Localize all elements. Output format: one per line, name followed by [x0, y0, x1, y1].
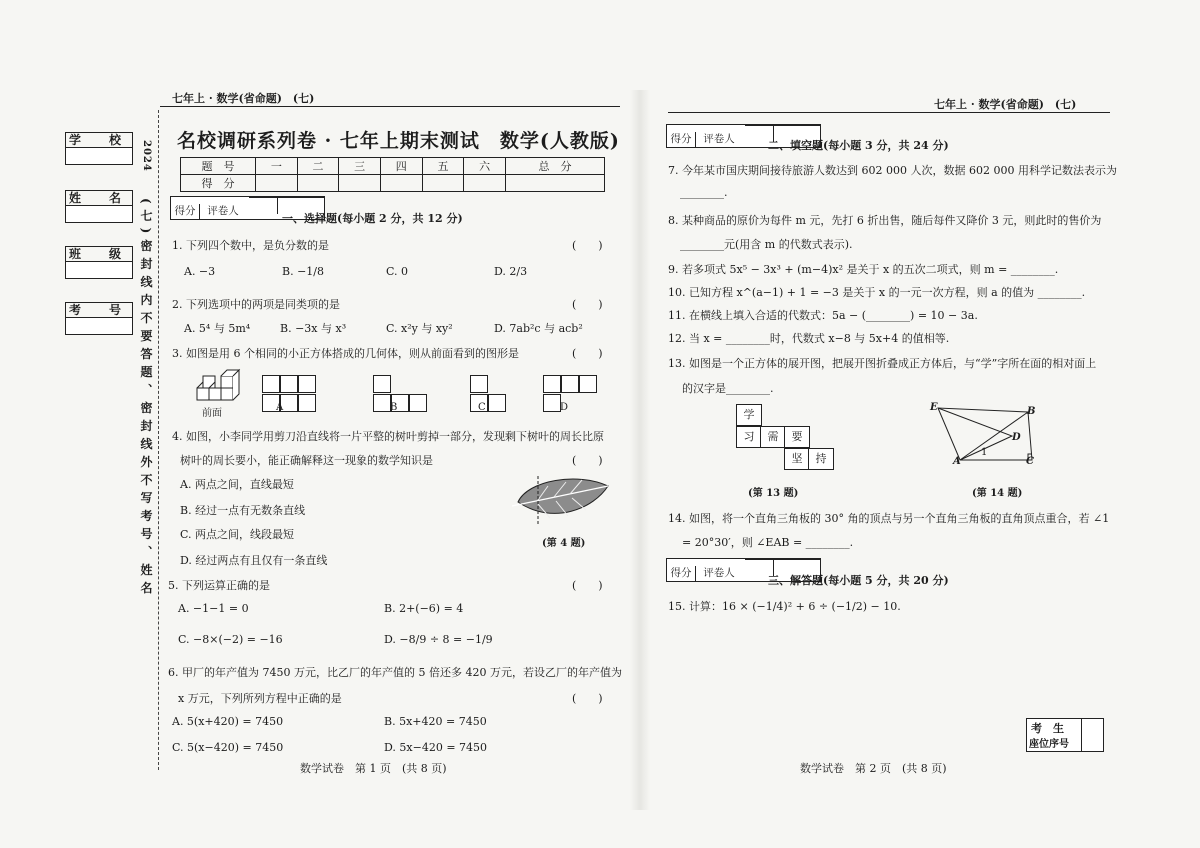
q15: 15. 计算：16 × (−1/4)² + 6 ÷ (−1/2) − 10. — [668, 600, 901, 613]
q13-line1: 13. 如图是一个正方体的展开图，把展开图折叠成正方体后，与“学”字所在面的相对面上 — [668, 357, 1097, 370]
q6-stem-line1: 6. 甲厂的年产值为 7450 万元，比乙厂的年产值的 5 倍还多 420 万元，若设乙厂的年产值为 — [168, 666, 622, 679]
answer-paren[interactable]: ( ) — [572, 454, 603, 467]
school-field[interactable]: 学 校 — [65, 132, 133, 162]
q13-caption: (第 13 题) — [748, 488, 799, 499]
q14-caption: (第 14 题) — [972, 488, 1023, 499]
answer-paren[interactable]: ( ) — [572, 579, 603, 592]
q3-option-c-figure — [470, 375, 506, 413]
point-a: A — [953, 456, 961, 467]
seal-line-note: (七)密封线内不要答题、密封线外不写考号、姓名 — [139, 198, 153, 600]
net-cell: 学 — [736, 404, 762, 426]
q6-option-c: C. 5(x−420) = 7450 — [172, 741, 284, 754]
net-cell: 习 — [736, 426, 762, 448]
q8-line1: 8. 某种商品的原价为每件 m 元，先打 6 折出售，随后每件又降价 3 元，则此时的售价为 — [668, 214, 1102, 227]
q7-line1: 7. 今年某市国庆期间接待旅游人数达到 602 000 人次，数据 602 000 用科学记数法表示为 — [668, 164, 1117, 177]
q5-option-a: A. −1−1 = 0 — [178, 602, 249, 615]
q2-option-c: C. x²y 与 xy² — [386, 322, 453, 335]
q3-option-d-figure — [543, 375, 597, 413]
seal-line — [158, 110, 159, 770]
left-header: 七年上 · 数学(省命题) (七) — [172, 92, 315, 105]
net-cell: 要 — [784, 426, 810, 448]
q8-line2[interactable]: ________元(用含 m 的代数式表示). — [680, 238, 853, 251]
q4-stem-line2: 树叶的周长要小，能正确解释这一现象的数学知识是 — [180, 454, 433, 467]
q2-stem: 2. 下列选项中的两项是同类项的是 — [172, 298, 340, 311]
q3-solid-figure — [195, 368, 241, 408]
point-c: C — [1026, 456, 1034, 467]
q3-label-c: C — [478, 402, 486, 413]
left-footer: 数学试卷 第 1 页 (共 8 页) — [300, 762, 447, 775]
q3-option-b-figure — [373, 375, 427, 413]
q5-option-c: C. −8×(−2) = −16 — [178, 633, 283, 646]
score-table: 题 号 一 二 三 四 五 六 总 分 得 分 — [180, 157, 605, 192]
section1-title: 一、选择题(每小题 2 分，共 12 分) — [282, 212, 463, 225]
grader-box-3: 得分 评卷人 — [666, 558, 821, 582]
q4-option-d: D. 经过两点有且仅有一条直线 — [180, 554, 328, 567]
q4-option-c: C. 两点之间，线段最短 — [180, 528, 295, 541]
q1-option-c: C. 0 — [386, 265, 409, 278]
q6-stem-line2: x 万元，下列所列方程中正确的是 — [178, 692, 342, 705]
q1-option-a: A. −3 — [184, 265, 216, 278]
right-footer: 数学试卷 第 2 页 (共 8 页) — [800, 762, 947, 775]
angle-1-label: 1 — [981, 447, 988, 458]
q3-label-d: D — [560, 402, 569, 413]
q3-label-b: B — [390, 402, 398, 413]
q13-line2[interactable]: 的汉字是________. — [682, 382, 774, 395]
q1-stem: 1. 下列四个数中，是负分数的是 — [172, 239, 329, 252]
q4-option-a: A. 两点之间，直线最短 — [180, 478, 294, 491]
q3-front-label: 前面 — [202, 408, 222, 419]
point-e: E — [930, 402, 938, 413]
q14-figure — [930, 402, 1040, 472]
q11[interactable]: 11. 在横线上填入合适的代数式：5a − (________) = 10 − 3a. — [668, 309, 978, 322]
grader-box-1: 得分 评卷人 — [170, 196, 325, 220]
q4-caption: (第 4 题) — [542, 538, 586, 549]
q2-option-a: A. 5⁴ 与 5m⁴ — [184, 322, 251, 335]
exam-number-field[interactable]: 考 号 — [65, 302, 133, 332]
net-cell: 需 — [760, 426, 786, 448]
q7-line2[interactable]: ________. — [680, 186, 728, 199]
page-title: 名校调研系列卷 · 七年上期末测试 数学(人教版) — [177, 130, 620, 152]
section2-title: 二、填空题(每小题 3 分，共 24 分) — [768, 139, 949, 152]
right-header-rule — [668, 112, 1110, 113]
q9[interactable]: 9. 若多项式 5x⁵ − 3x³ + (m−4)x² 是关于 x 的五次二项式，则 m = ________. — [668, 263, 1059, 276]
q5-option-d: D. −8/9 ÷ 8 = −1/9 — [384, 633, 493, 646]
q5-option-b: B. 2+(−6) = 4 — [384, 602, 464, 615]
seat-number-box[interactable]: 考 生 座位序号 — [1026, 718, 1104, 752]
name-field[interactable]: 姓 名 — [65, 190, 133, 220]
q6-option-a: A. 5(x+420) = 7450 — [172, 715, 284, 728]
q14-line2[interactable]: = 20°30′，则 ∠EAB = ________. — [682, 536, 854, 549]
q3-stem: 3. 如图是用 6 个相同的小正方体搭成的几何体，则从前面看到的图形是 — [172, 347, 519, 360]
q6-option-d: D. 5x−420 = 7450 — [384, 741, 488, 754]
q2-option-d: D. 7ab²c 与 acb² — [494, 322, 583, 335]
q4-stem-line1: 4. 如图，小李同学用剪刀沿直线将一片平整的树叶剪掉一部分，发现剩下树叶的周长比原 — [172, 430, 604, 443]
q1-option-d: D. 2/3 — [494, 265, 528, 278]
answer-paren[interactable]: ( ) — [572, 347, 603, 360]
q12[interactable]: 12. 当 x = ________时，代数式 x−8 与 5x+4 的值相等. — [668, 332, 950, 345]
net-cell: 坚 — [784, 448, 810, 470]
q5-stem: 5. 下列运算正确的是 — [168, 579, 270, 592]
answer-paren[interactable]: ( ) — [572, 298, 603, 311]
section3-title: 三、解答题(每小题 5 分，共 20 分) — [768, 574, 949, 587]
point-b: B — [1027, 406, 1036, 417]
left-header-rule — [160, 106, 620, 107]
right-header: 七年上 · 数学(省命题) (七) — [934, 98, 1077, 111]
class-field[interactable]: 班 级 — [65, 246, 133, 276]
answer-paren[interactable]: ( ) — [572, 692, 603, 705]
q1-option-b: B. −1/8 — [282, 265, 324, 278]
point-d: D — [1012, 432, 1021, 443]
q3-label-a: A — [276, 402, 284, 413]
grader-box-2: 得分 评卷人 — [666, 124, 821, 148]
q14-line1: 14. 如图，将一个直角三角板的 30° 角的顶点与另一个直角三角板的直角顶点重合，若 ∠1 — [668, 512, 1110, 525]
net-cell: 持 — [808, 448, 834, 470]
q10[interactable]: 10. 已知方程 x^(a−1) + 1 = −3 是关于 x 的一元一次方程，则 a 的值为 ________. — [668, 286, 1086, 299]
year-label: 2024 — [141, 140, 152, 172]
q6-option-b: B. 5x+420 = 7450 — [384, 715, 487, 728]
q2-option-b: B. −3x 与 x³ — [280, 322, 347, 335]
answer-paren[interactable]: ( ) — [572, 239, 603, 252]
leaf-figure — [508, 472, 610, 528]
q4-option-b: B. 经过一点有无数条直线 — [180, 504, 306, 517]
q3-option-a-figure — [262, 375, 316, 413]
page-divider — [630, 90, 650, 810]
